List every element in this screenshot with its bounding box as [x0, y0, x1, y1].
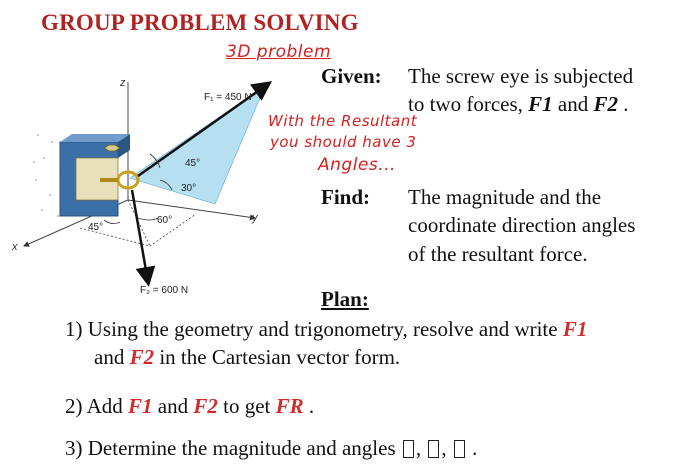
step2-and: and: [152, 394, 194, 418]
angle-gamma-placeholder: [454, 440, 465, 458]
f1-plane: [130, 86, 265, 204]
y-axis: [128, 200, 255, 218]
force-f1-label: F₁ = 450 N: [204, 92, 252, 103]
angle-beta-placeholder: [428, 440, 439, 458]
given-line-1: The screw eye is subjected: [408, 64, 634, 88]
force-f2-label: F₂ = 600 N: [140, 285, 189, 296]
given-end: .: [618, 92, 629, 116]
angle-alpha-placeholder: [403, 440, 414, 458]
step2-end: .: [303, 394, 315, 418]
find-line-1: The magnitude and the: [408, 185, 602, 209]
step2-f2: F2: [193, 394, 218, 418]
screw-eye-figure: [0, 50, 320, 300]
plan-step-1-line-2: [94, 343, 400, 371]
step1-f1: F1: [562, 317, 588, 341]
x-axis-label: x: [12, 241, 18, 253]
page-title: GROUP PROBLEM SOLVING: [41, 10, 359, 35]
y-axis-label: y: [252, 212, 258, 224]
annotation-resultant: With the Resultant: [268, 112, 418, 130]
step1-f2: F2: [129, 345, 155, 369]
step2-text: 2) Add: [65, 394, 128, 418]
step1-text: 1) Using the geometry and trigonometry, resolve and write: [65, 317, 563, 341]
bracket-top: [60, 134, 130, 142]
given-and: and: [552, 92, 594, 116]
plan-step-3: [65, 434, 477, 462]
find-label: Find:: [321, 185, 371, 209]
annotation-three-angles: you should have 3: [270, 133, 417, 151]
step3-sep-2: ,: [441, 436, 452, 460]
step3-end: .: [466, 436, 478, 460]
find-line-2: coordinate direction angles: [408, 213, 636, 237]
arc-45-bottom: [104, 220, 120, 224]
z-axis-label: z: [120, 77, 126, 89]
given-f1: F1: [528, 92, 553, 116]
arc-60: [138, 218, 158, 220]
plan-heading: Plan:: [321, 287, 369, 311]
step1-and: and: [94, 345, 130, 369]
annotation-angles: Angles...: [318, 155, 396, 175]
angle-45-bottom: 45°: [88, 222, 104, 233]
given-text: to two forces,: [408, 92, 529, 116]
angle-60: 60°: [157, 215, 173, 226]
find-line-3: of the resultant force.: [408, 242, 588, 266]
step2-f1: F1: [128, 394, 153, 418]
angle-45-top: 45°: [185, 158, 201, 169]
given-line-2: [408, 90, 629, 118]
given-f2: F2: [593, 92, 618, 116]
step3-sep-1: ,: [415, 436, 427, 460]
step3-text: 3) Determine the magnitude and angles: [65, 436, 401, 460]
plan-step-2: [65, 392, 314, 420]
step1-post: in the Cartesian vector form.: [154, 345, 401, 369]
step2-mid: to get: [217, 394, 276, 418]
plan-step-1-line-1: [65, 315, 587, 343]
given-label: Given:: [321, 64, 382, 88]
angle-30: 30°: [181, 183, 197, 194]
step2-fr: FR: [275, 394, 304, 418]
annotation-3d-problem: 3D problem: [226, 42, 332, 62]
